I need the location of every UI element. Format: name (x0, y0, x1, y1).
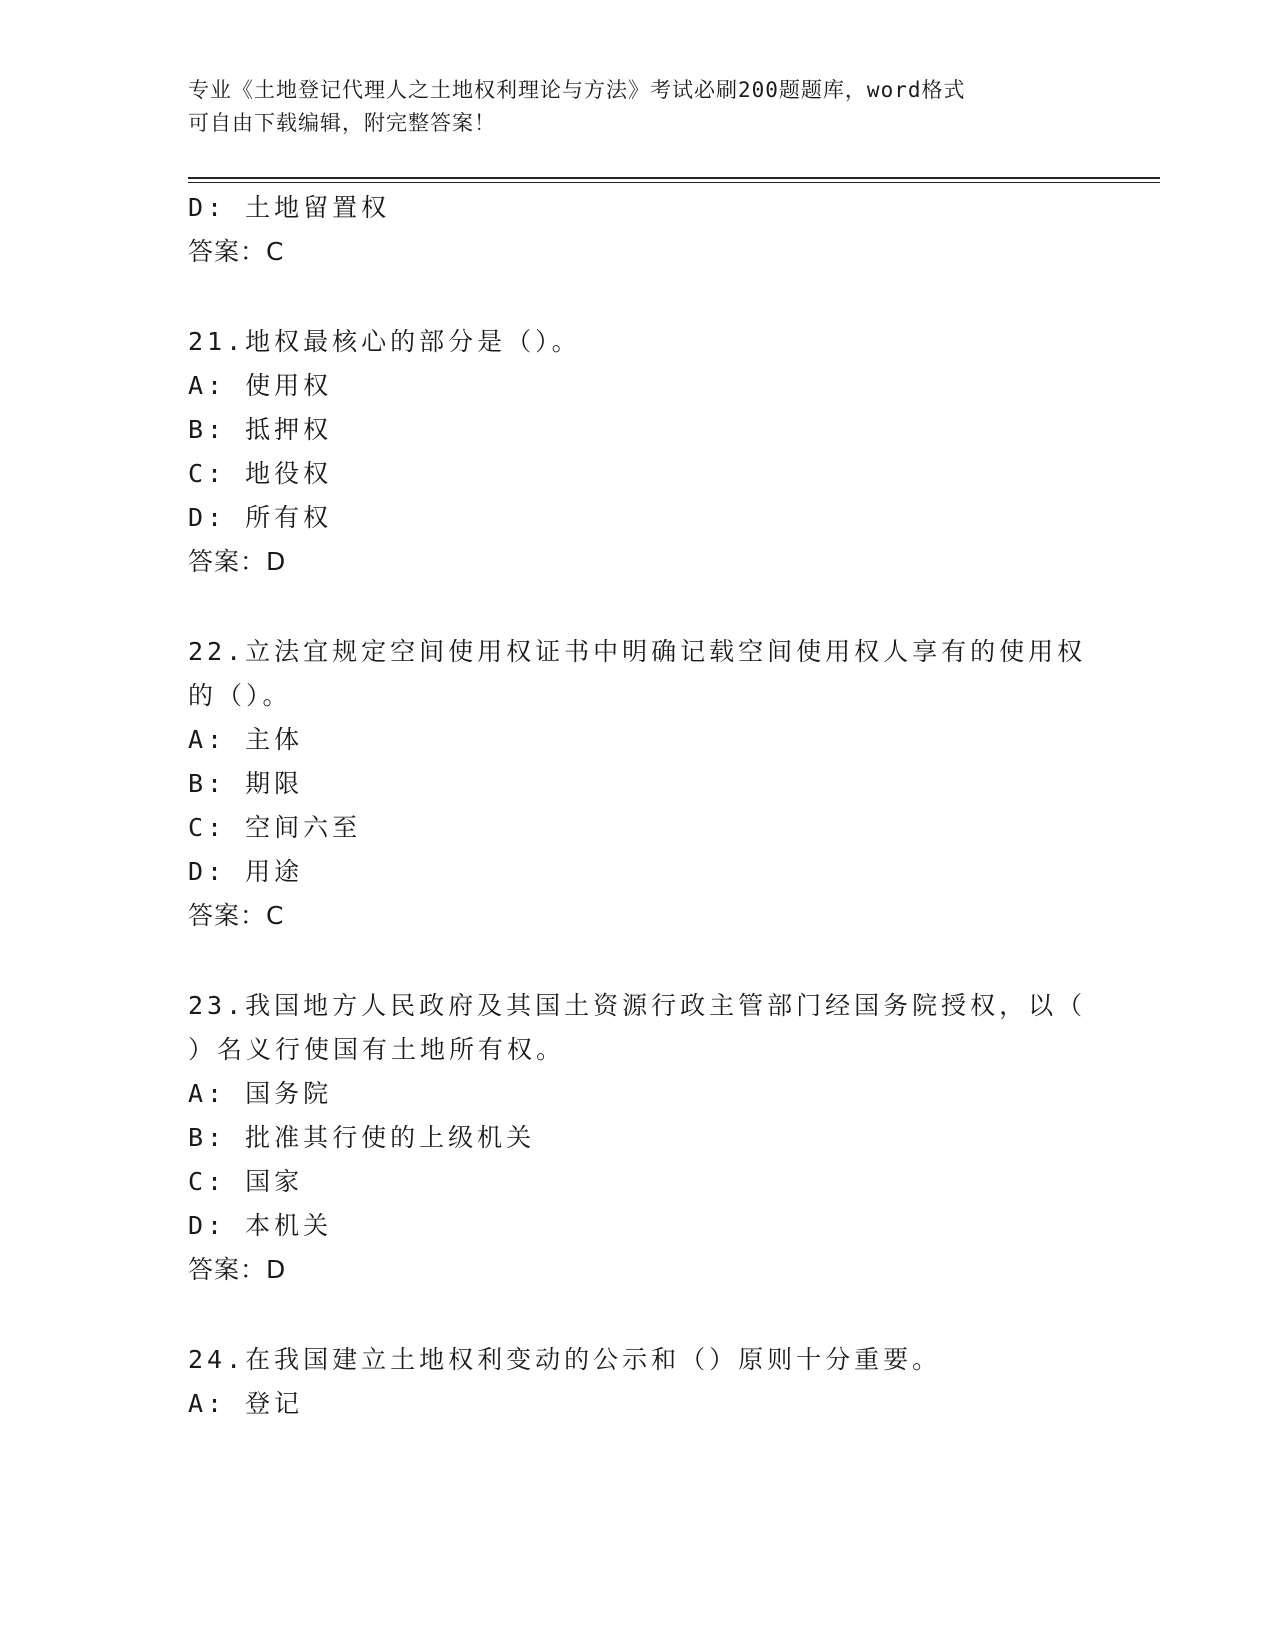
document-header (188, 74, 1068, 140)
question-21-option-b: B: 抵押权 (188, 415, 333, 444)
question-22-stem-line-1: 22.立法宜规定空间使用权证书中明确记载空间使用权人享有的使用权 (188, 637, 1087, 666)
question-22-option-c: C: 空间六至 (188, 813, 362, 842)
header-title-line-2: 可自由下载编辑，附完整答案！ (188, 111, 496, 135)
question-23-stem-line-1: 23.我国地方人民政府及其国土资源行政主管部门经国务院授权，以（ (188, 991, 1087, 1020)
question-23-answer: 答案：D (188, 1255, 287, 1284)
question-21-option-c: C: 地役权 (188, 459, 333, 488)
option-d: D: 土地留置权 (188, 193, 391, 222)
question-23-option-a: A: 国务院 (188, 1079, 333, 1108)
question-22-stem-line-2: 的（）。 (188, 681, 292, 710)
question-23-stem-line-2: ）名义行使国有土地所有权。 (188, 1035, 566, 1064)
question-21-stem: 21.地权最核心的部分是（）。 (188, 327, 581, 356)
header-title-line-1: 专业《土地登记代理人之土地权利理论与方法》考试必刷200题题库，word格式 (188, 78, 966, 102)
question-22-option-a: A: 主体 (188, 725, 304, 754)
question-23-option-d: D: 本机关 (188, 1211, 333, 1240)
question-21-option-d: D: 所有权 (188, 503, 333, 532)
question-22-option-b: B: 期限 (188, 769, 304, 798)
question-21-option-a: A: 使用权 (188, 371, 333, 400)
question-22-answer: 答案：C (188, 901, 285, 930)
question-21-answer: 答案：D (188, 547, 287, 576)
header-divider (188, 177, 1160, 183)
question-24-option-a: A: 登记 (188, 1389, 304, 1418)
question-23-option-c: C: 国家 (188, 1167, 304, 1196)
question-23-option-b: B: 批准其行使的上级机关 (188, 1123, 536, 1152)
question-22-option-d: D: 用途 (188, 857, 304, 886)
question-24-stem: 24.在我国建立土地权利变动的公示和（）原则十分重要。 (188, 1345, 942, 1374)
answer: 答案：C (188, 237, 285, 266)
